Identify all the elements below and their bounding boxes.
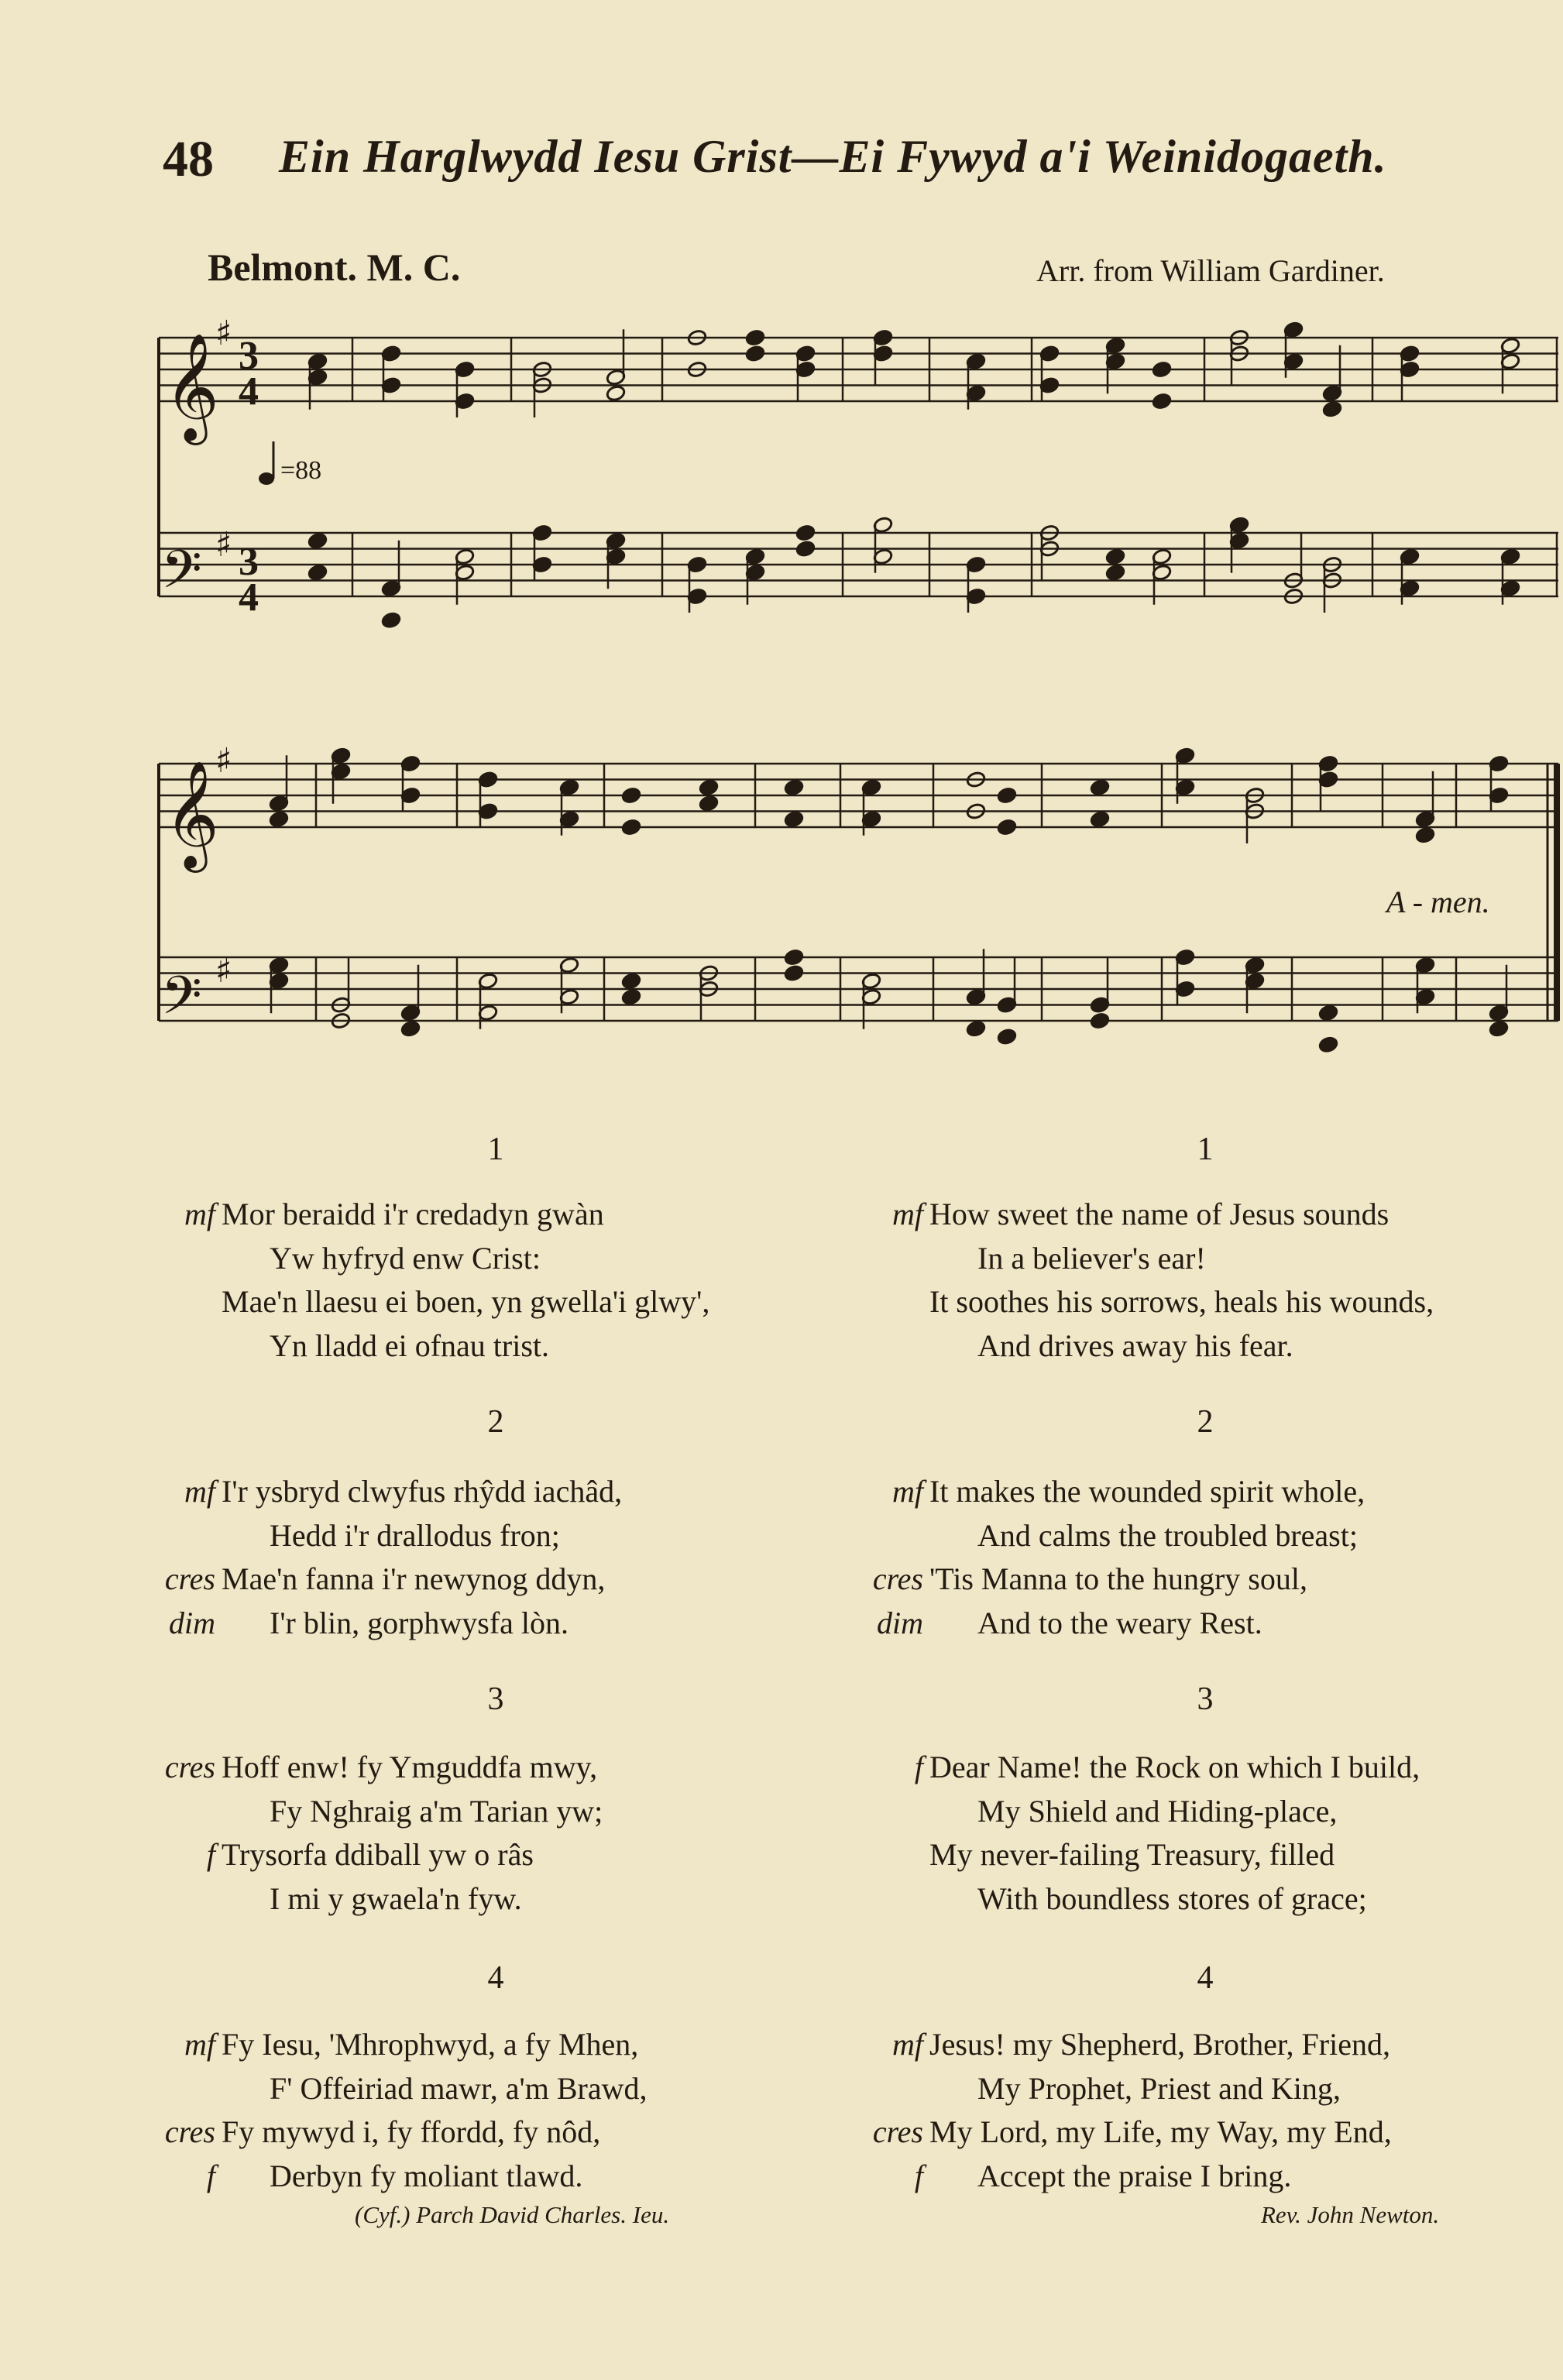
verse-number: 1 xyxy=(1197,1132,1214,1167)
note-head xyxy=(307,532,328,550)
note-head xyxy=(795,540,816,558)
note-head xyxy=(1090,1012,1110,1030)
verse-line xyxy=(858,1280,1540,1324)
verse-line xyxy=(858,1237,1540,1281)
verse-text: Mor beraidd i'r credadyn gwàn xyxy=(222,1197,604,1231)
note-head xyxy=(1090,778,1110,796)
dynamic-marking: cres xyxy=(164,1561,215,1596)
note-head xyxy=(1415,826,1435,844)
english-verse xyxy=(858,1193,1540,1368)
verse-line xyxy=(858,1193,1540,1237)
music-score xyxy=(0,0,1563,1100)
note-head xyxy=(784,778,804,796)
verse-number: 2 xyxy=(1197,1404,1214,1440)
bass-clef-icon: 𝄢 xyxy=(161,966,202,1039)
verse-text: Fy mywyd i, fy ffordd, fy nôd, xyxy=(222,2114,601,2149)
verse-line xyxy=(152,2110,833,2155)
verse-line xyxy=(152,1514,833,1558)
verse-text: 'Tis Manna to the hungry soul, xyxy=(929,1561,1307,1596)
dynamic-marking: mf xyxy=(892,1474,923,1509)
welsh-verse xyxy=(152,1470,833,1645)
verse-line xyxy=(858,1557,1540,1602)
dynamic-marking: f xyxy=(206,1837,215,1872)
time-signature-bottom: 4 xyxy=(239,369,259,414)
verse-line xyxy=(858,2067,1540,2111)
verse-line xyxy=(152,2023,833,2067)
note-head xyxy=(1489,1020,1509,1038)
time-signature-top: 3 xyxy=(239,540,259,584)
verse-line xyxy=(858,1470,1540,1514)
verse-text: And drives away his fear. xyxy=(977,1327,1293,1363)
page-title: Ein Harglwydd Iesu Grist—Ei Fywyd a'i Weinidogaeth. xyxy=(279,131,1387,182)
verse-line xyxy=(152,1557,833,1602)
note-head xyxy=(269,810,289,828)
note-head xyxy=(784,949,804,967)
time-signature-bottom: 4 xyxy=(239,575,259,620)
dynamic-marking: mf xyxy=(892,2027,923,2062)
verse-text: My Lord, my Life, my Way, my End, xyxy=(929,2114,1392,2149)
verse-line xyxy=(152,1470,833,1514)
verse-text: Fy Iesu, 'Mhrophwyd, a fy Mhen, xyxy=(222,2027,639,2062)
verse-text: In a believer's ear! xyxy=(977,1240,1206,1276)
verse-text: Jesus! my Shepherd, Brother, Friend, xyxy=(929,2027,1390,2062)
dynamic-marking: cres xyxy=(164,1750,215,1784)
note-head xyxy=(795,524,816,542)
dynamic-marking: mf xyxy=(892,1197,923,1231)
dynamic-marking: mf xyxy=(184,2027,215,2062)
welsh-verse xyxy=(152,1193,833,1368)
page-number: 48 xyxy=(163,131,214,187)
verse-line xyxy=(152,2155,833,2199)
dynamic-marking: mf xyxy=(184,1197,215,1231)
verse-line xyxy=(152,1324,833,1369)
treble-clef-icon: 𝄞 xyxy=(164,761,219,868)
note-head xyxy=(784,810,804,828)
sharp-icon: ♯ xyxy=(215,525,232,565)
verse-line xyxy=(858,2155,1540,2199)
verse-text: Mae'n fanna i'r newynog ddyn, xyxy=(222,1561,606,1596)
note-head xyxy=(606,384,626,402)
note-head xyxy=(1152,361,1172,379)
verse-number: 3 xyxy=(487,1681,504,1717)
verse-text: And to the weary Rest. xyxy=(977,1605,1262,1640)
verse-text: Fy Nghraig a'm Tarian yw; xyxy=(270,1793,603,1829)
verse-text: Trysorfa ddiball yw o râs xyxy=(222,1837,534,1872)
tune-name: Belmont. M. C. xyxy=(208,246,461,289)
verse-line xyxy=(152,1833,833,1877)
dynamic-marking: cres xyxy=(872,2114,923,2149)
note-head xyxy=(1105,548,1125,565)
note-head xyxy=(784,964,804,982)
verse-text: I mi y gwaela'n fyw. xyxy=(270,1880,522,1916)
verse-line xyxy=(858,2023,1540,2067)
note-head xyxy=(997,819,1017,836)
note-head xyxy=(400,1020,421,1038)
welsh-verse xyxy=(152,1746,833,1921)
verse-text: My Prophet, Priest and King, xyxy=(977,2070,1341,2106)
note-head xyxy=(307,564,328,582)
note-head xyxy=(699,795,719,812)
amen-text: A - men. xyxy=(1386,884,1490,919)
note-head xyxy=(621,819,641,836)
verse-text: Derbyn fy moliant tlawd. xyxy=(270,2158,583,2193)
verse-text: My Shield and Hiding-place, xyxy=(977,1793,1338,1829)
verse-number: 3 xyxy=(1197,1681,1214,1717)
dynamic-marking: cres xyxy=(164,2114,215,2149)
verse-text: With boundless stores of grace; xyxy=(977,1880,1367,1916)
english-verse xyxy=(858,1746,1540,1921)
note-head xyxy=(621,787,641,805)
arranger-credit: Arr. from William Gardiner. xyxy=(1036,253,1385,288)
sharp-icon: ♯ xyxy=(215,741,232,781)
note-head xyxy=(381,611,401,629)
bass-clef-icon: 𝄢 xyxy=(161,540,202,613)
verse-number: 4 xyxy=(1197,1960,1214,1996)
verse-text: It soothes his sorrows, heals his wounds, xyxy=(929,1284,1434,1319)
tempo-marking: =88 xyxy=(280,456,322,485)
verse-text: How sweet the name of Jesus sounds xyxy=(929,1197,1390,1231)
verse-text: It makes the wounded spirit whole, xyxy=(929,1474,1365,1509)
dynamic-marking: mf xyxy=(184,1474,215,1509)
verse-text: Yw hyfryd enw Crist: xyxy=(270,1240,541,1276)
verse-text: Hoff enw! fy Ymguddfa mwy, xyxy=(222,1750,598,1784)
note-head xyxy=(699,778,719,796)
dynamic-marking: f xyxy=(206,2158,215,2193)
verse-line xyxy=(152,1602,833,1646)
english-attribution: Rev. John Newton. xyxy=(1261,2201,1440,2228)
note-head xyxy=(1105,564,1125,582)
note-head xyxy=(621,972,641,990)
note-head xyxy=(621,988,641,1006)
verse-number: 1 xyxy=(487,1132,504,1167)
verse-text: I'r ysbryd clwyfus rhŷdd iachâd, xyxy=(222,1474,623,1509)
note-head xyxy=(745,345,765,362)
verse-text: And calms the troubled breast; xyxy=(977,1517,1358,1553)
verse-line xyxy=(858,1877,1540,1922)
note-head xyxy=(997,1028,1017,1046)
verse-line xyxy=(858,1602,1540,1646)
sharp-icon: ♯ xyxy=(215,951,232,991)
verse-text: I'r blin, gorphwysfa lòn. xyxy=(270,1605,569,1640)
verse-line xyxy=(858,1790,1540,1834)
sharp-icon: ♯ xyxy=(215,314,232,353)
verse-line xyxy=(152,1280,833,1324)
note-head xyxy=(1318,1035,1338,1053)
note-head xyxy=(1152,393,1172,410)
verse-line xyxy=(858,1746,1540,1790)
dynamic-marking: cres xyxy=(872,1561,923,1596)
verse-text: Mae'n llaesu ei boen, yn gwella'i glwy', xyxy=(222,1284,710,1319)
verse-line xyxy=(152,2067,833,2111)
dynamic-marking: dim xyxy=(877,1605,923,1640)
note-head xyxy=(1322,400,1342,418)
verse-text: Hedd i'r drallodus fron; xyxy=(270,1517,560,1553)
dynamic-marking: dim xyxy=(169,1605,215,1640)
dynamic-marking: f xyxy=(914,2158,923,2193)
welsh-attribution: (Cyf.) Parch David Charles. Ieu. xyxy=(355,2201,670,2228)
verse-line xyxy=(152,1790,833,1834)
verse-text: Accept the praise I bring. xyxy=(977,2158,1292,2193)
verse-number: 4 xyxy=(487,1960,504,1996)
verse-text: Dear Name! the Rock on which I build, xyxy=(929,1750,1420,1784)
welsh-verse xyxy=(152,2023,833,2198)
verse-text: Yn lladd ei ofnau trist. xyxy=(270,1327,550,1363)
time-signature-top: 3 xyxy=(239,334,259,378)
verse-line xyxy=(152,1237,833,1281)
verse-line xyxy=(858,1833,1540,1877)
note-head xyxy=(1318,1004,1338,1022)
note-head xyxy=(966,1020,986,1038)
verse-line xyxy=(858,1324,1540,1369)
note-head xyxy=(997,787,1017,805)
english-verse xyxy=(858,2023,1540,2198)
quarter-note-icon xyxy=(259,472,274,485)
verse-number: 2 xyxy=(487,1404,504,1440)
verse-line xyxy=(858,2110,1540,2155)
verse-line xyxy=(152,1193,833,1237)
verse-text: My never-failing Treasury, filled xyxy=(929,1837,1335,1872)
verse-line xyxy=(858,1514,1540,1558)
verse-line xyxy=(152,1746,833,1790)
english-verse xyxy=(858,1470,1540,1645)
note-head xyxy=(1090,810,1110,828)
verse-text: F' Offeiriad mawr, a'm Brawd, xyxy=(270,2070,648,2106)
verse-line xyxy=(152,1877,833,1922)
clefs-and-signatures xyxy=(161,314,1490,1039)
dynamic-marking: f xyxy=(914,1750,923,1784)
treble-clef-icon: 𝄞 xyxy=(164,333,219,441)
note-head xyxy=(745,329,765,347)
